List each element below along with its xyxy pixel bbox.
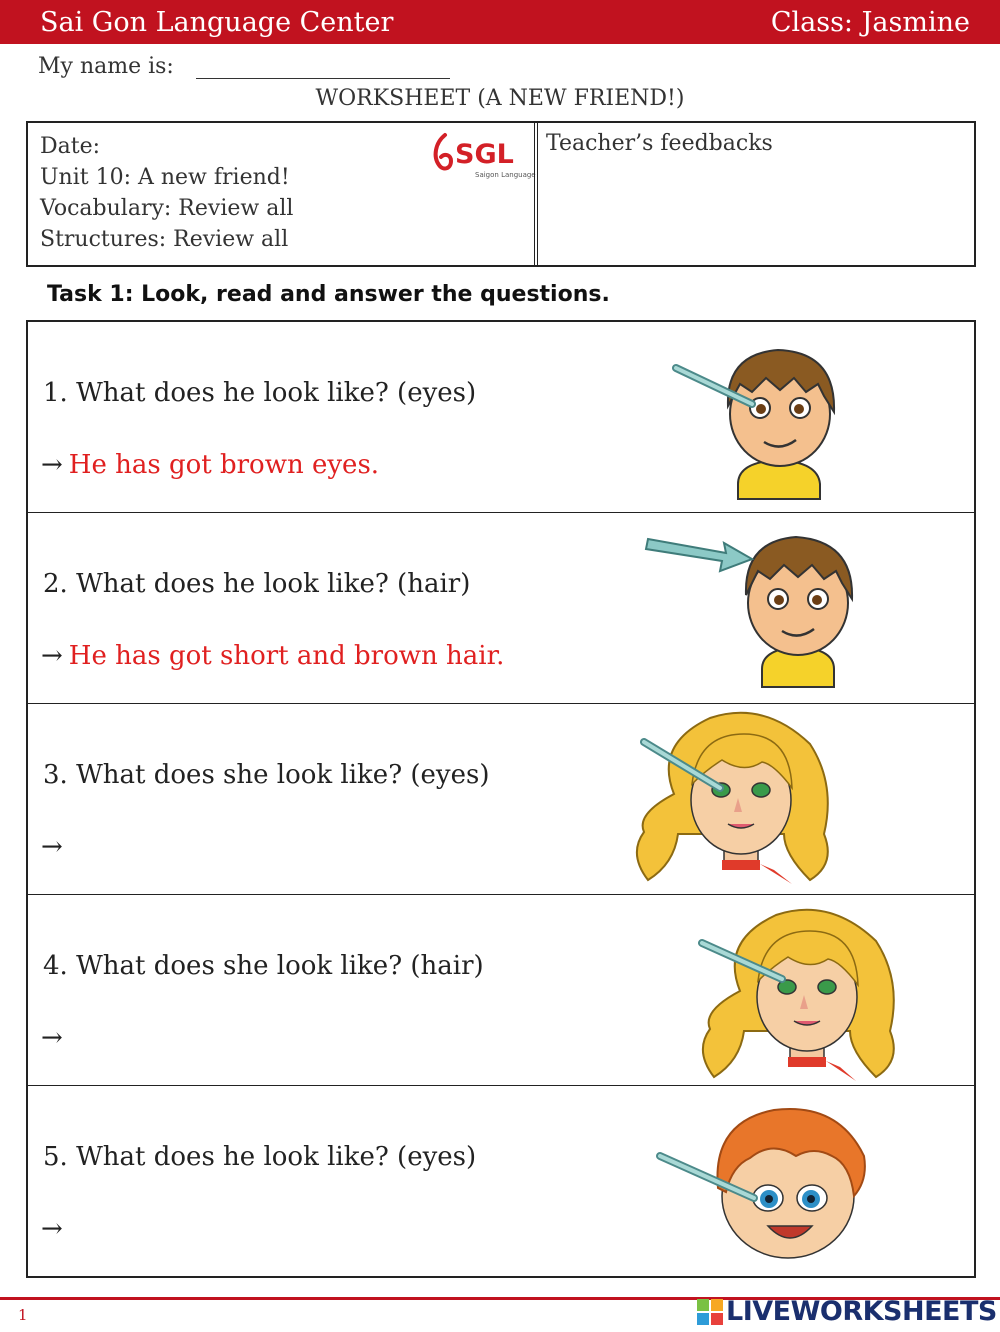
info-divider [534, 123, 538, 265]
name-prompt: My name is: [38, 54, 174, 79]
question-row-1 [28, 322, 974, 513]
question-text: 3. What does she look like? (eyes) [43, 760, 490, 790]
structures-label: Structures: Review all [40, 227, 289, 252]
task-table [26, 320, 976, 1278]
date-label: Date: [40, 134, 101, 159]
answer-line[interactable] [41, 1214, 69, 1244]
question-text: 2. What does he look like? (hair) [43, 569, 471, 599]
question-text: 1. What does he look like? (eyes) [43, 378, 477, 408]
boy-ginger-hair-picture [656, 1100, 882, 1264]
name-line [38, 54, 450, 79]
arrow-glyph: → [41, 450, 63, 480]
question-row-5 [28, 1086, 974, 1277]
answer-text: He has got brown eyes. [68, 450, 380, 480]
sgl-logo [431, 131, 536, 183]
name-input[interactable] [196, 55, 450, 79]
task-title: Task 1: Look, read and answer the questions. [47, 282, 610, 307]
girl-blonde-hair-picture-2 [696, 897, 906, 1083]
girl-blonde-hair-picture-1 [614, 704, 840, 886]
watermark-text: LIVEWORKSHEETS [726, 1296, 997, 1327]
question-row-2 [28, 513, 974, 704]
teacher-feedback-label: Teacher’s feedbacks [546, 131, 773, 156]
question-row-4 [28, 895, 974, 1086]
logo-text: SGL [455, 139, 514, 170]
answer-line[interactable] [41, 450, 379, 480]
worksheet-title: WORKSHEET (A NEW FRIEND!) [315, 86, 685, 111]
logo-subtext: Saigon Language [475, 171, 536, 179]
arrow-glyph: → [41, 1214, 63, 1244]
boy-hair-arrow-picture [642, 519, 862, 687]
boy-brown-hair-picture [668, 334, 848, 499]
question-text: 5. What does he look like? (eyes) [43, 1142, 477, 1172]
arrow-glyph: → [41, 641, 63, 671]
page-number: 1 [18, 1306, 28, 1324]
vocabulary-label: Vocabulary: Review all [40, 196, 294, 221]
question-row-3 [28, 704, 974, 895]
answer-line[interactable] [41, 1023, 69, 1053]
class-label: Class: Jasmine [770, 6, 970, 38]
answer-line[interactable] [41, 641, 504, 671]
unit-label: Unit 10: A new friend! [40, 165, 290, 190]
answer-line[interactable] [41, 832, 69, 862]
liveworksheets-logo-icon [696, 1298, 724, 1326]
answer-text: He has got short and brown hair. [68, 641, 505, 671]
header-bar [0, 0, 1000, 44]
arrow-glyph: → [41, 1023, 63, 1053]
liveworksheets-watermark [696, 1296, 997, 1327]
arrow-glyph: → [41, 832, 63, 862]
info-box [26, 121, 976, 267]
question-text: 4. What does she look like? (hair) [43, 951, 484, 981]
center-name: Sai Gon Language Center [40, 6, 394, 38]
